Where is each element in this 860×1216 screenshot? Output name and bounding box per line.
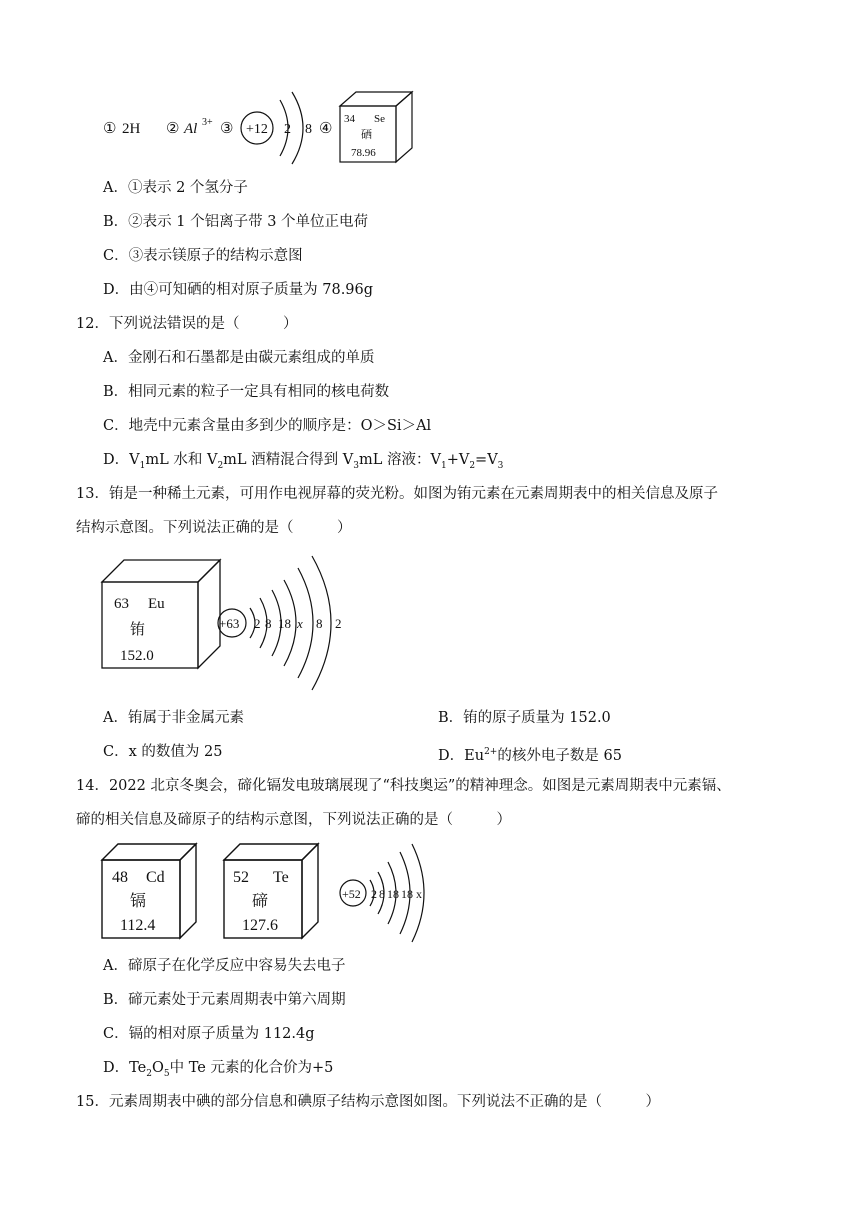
q14-shell-2: 8	[379, 887, 385, 901]
q14-shell-5: x	[416, 887, 422, 901]
q14-shell-3: 18	[387, 887, 399, 901]
q11-figure	[100, 88, 430, 168]
option-text: $V_1mL$ 水和 $V_2mL$ 酒精混合得到 $V_3mL$ 溶液：$V_1+V_2=V_3$	[129, 452, 504, 471]
q11-item2-mark: ②	[166, 121, 180, 137]
option-text: 碲原子在化学反应中容易失去电子	[127, 958, 346, 974]
q14-te-box-side	[302, 844, 318, 938]
q11-item2-sup: 3+	[202, 117, 213, 128]
q13-stem-line2: 结构示意图。下列说法正确的是（ ）	[76, 520, 352, 536]
q11-shell-2: 8	[305, 122, 312, 137]
q13-element-number: 63	[114, 596, 129, 612]
q11-shell-arc-2	[292, 92, 303, 164]
q12-option-c	[103, 416, 431, 436]
q14-te-name: 碲	[252, 893, 269, 910]
q13-shell-3: 18	[278, 616, 291, 631]
option-text: x 的数值为 25	[128, 744, 223, 760]
q11-nucleus: +12	[246, 122, 268, 137]
q14-nucleus: +52	[342, 887, 361, 901]
q12-stem: 12．下列说法错误的是（ ）	[76, 316, 298, 332]
option-text: ②表示 1 个铝离子带 3 个单位正电荷	[128, 214, 369, 230]
q14-cd-number: 48	[112, 869, 128, 886]
q14-cd-box-side	[180, 844, 196, 938]
q11-item1-text: 2H	[122, 121, 141, 137]
q13-figure	[100, 552, 360, 692]
q14-figure	[100, 840, 440, 944]
q11-element-mass: 78.96	[351, 147, 376, 159]
q14-cd-name: 镉	[130, 893, 147, 910]
q14-option-c	[103, 1024, 315, 1044]
q13-shell-2: 8	[265, 616, 272, 631]
option-label: A．	[103, 180, 128, 196]
option-text: 镉的相对原子质量为 112.4g	[128, 1026, 315, 1042]
q11-option-b	[103, 212, 368, 232]
option-text: ③表示镁原子的结构示意图	[128, 248, 303, 264]
option-label: A．	[103, 958, 128, 974]
option-text: 相同元素的粒子一定具有相同的核电荷数	[128, 384, 390, 400]
q13-shell-1: 2	[254, 616, 261, 631]
option-text: 碲元素处于元素周期表中第六周期	[128, 992, 346, 1008]
q13-shell-6: 2	[335, 616, 342, 631]
q14-cd-symbol: Cd	[146, 869, 165, 886]
q11-box-top	[340, 92, 412, 106]
option-label: C．	[103, 248, 129, 264]
q11-option-d	[103, 280, 373, 300]
q11-box-side	[396, 92, 412, 162]
q14-te-number: 52	[233, 869, 249, 886]
q11-element-number: 34	[344, 113, 355, 125]
q12-option-d	[103, 450, 503, 476]
option-text: $Eu^{2+}$的核外电子数是 65	[464, 747, 622, 764]
q13-element-symbol: Eu	[148, 596, 165, 612]
q13-nucleus: +63	[219, 616, 240, 631]
q12-option-b	[103, 382, 389, 402]
q13-shell-5: 8	[316, 616, 323, 631]
q13-box-top	[102, 560, 220, 582]
q11-element-symbol: Se	[374, 113, 385, 125]
q11-option-a	[103, 178, 248, 198]
option-text: 铕属于非金属元素	[127, 710, 244, 726]
q14-shell-4: 18	[401, 887, 413, 901]
option-label: B．	[103, 992, 129, 1008]
option-label: B．	[438, 710, 464, 726]
q15-stem: 15．元素周期表中碘的部分信息和碘原子结构示意图如图。下列说法不正确的是（ ）	[76, 1094, 660, 1110]
option-label: D．	[103, 452, 130, 468]
option-label: B．	[103, 214, 129, 230]
option-label: A．	[103, 350, 128, 366]
q13-element-name: 铕	[130, 622, 146, 638]
option-label: C．	[103, 418, 129, 434]
option-text: 地壳中元素含量由多到少的顺序是：O＞Si＞Al	[128, 418, 432, 434]
option-text: $Te_2O_5$中 Te 元素的化合价为+5	[129, 1060, 334, 1079]
q13-option-c	[103, 742, 222, 762]
q14-stem-line2: 碲的相关信息及碲原子的结构示意图，下列说法正确的是（ ）	[76, 812, 511, 828]
q14-te-mass: 127.6	[242, 917, 278, 934]
q14-shell-1: 2	[371, 887, 377, 901]
q13-shell-4: x	[297, 616, 303, 631]
q12-option-a	[103, 348, 374, 368]
option-label: D．	[438, 747, 465, 764]
option-label: C．	[103, 1026, 129, 1042]
q11-item3-mark: ③	[220, 121, 234, 137]
q14-cd-mass: 112.4	[120, 917, 156, 934]
q14-stem-line1: 14．2022 北京冬奥会，碲化镉发电玻璃展现了“科技奥运”的精神理念。如图是元素周期表中元素镉、	[76, 778, 731, 794]
q14-option-b	[103, 990, 346, 1010]
option-text: ①表示 2 个氢分子	[127, 180, 248, 196]
option-label: D．	[103, 282, 130, 298]
q14-te-symbol: Te	[273, 869, 289, 886]
option-text: 由④可知硒的相对原子质量为 78.96g	[129, 282, 374, 298]
q13-option-a	[103, 708, 244, 728]
q13-option-b	[438, 708, 611, 728]
option-label: D．	[103, 1060, 130, 1076]
option-text: 金刚石和石墨都是由碳元素组成的单质	[127, 350, 375, 366]
q11-shell-1: 2	[284, 122, 291, 137]
q14-option-d	[103, 1058, 333, 1084]
option-text: 铕的原子质量为 152.0	[463, 710, 611, 726]
q13-element-mass: 152.0	[120, 648, 154, 664]
q13-box-side	[198, 560, 220, 668]
q11-element-name: 硒	[361, 129, 372, 141]
q14-option-a	[103, 956, 345, 976]
option-label: B．	[103, 384, 129, 400]
q13-option-d	[438, 742, 622, 766]
option-label: A．	[103, 710, 128, 726]
q11-option-c	[103, 246, 303, 266]
q11-item2-base: Al	[184, 121, 198, 137]
q11-item4-mark: ④	[319, 121, 333, 137]
q11-item1-mark: ①	[103, 121, 117, 137]
option-label: C．	[103, 744, 129, 760]
q13-stem-line1: 13．铕是一种稀土元素，可用作电视屏幕的荧光粉。如图为铕元素在元素周期表中的相关信息及原子	[76, 486, 718, 502]
